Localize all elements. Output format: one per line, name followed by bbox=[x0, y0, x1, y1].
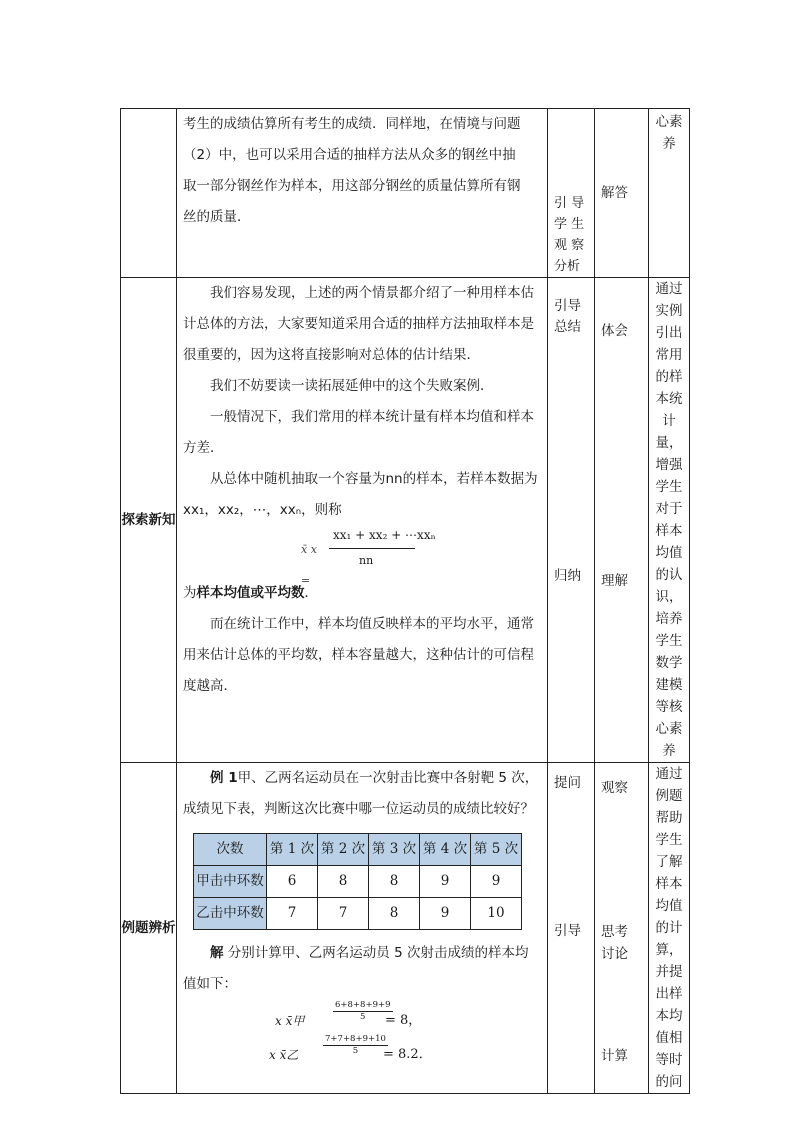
calc-fraction bbox=[323, 1034, 388, 1057]
section-explore bbox=[121, 278, 177, 763]
section-example bbox=[121, 763, 177, 1094]
score-header-cell: 第 1 次 bbox=[267, 834, 318, 866]
fraction-bar bbox=[329, 548, 415, 549]
design-intent bbox=[649, 763, 690, 1094]
table-row bbox=[121, 763, 690, 1094]
score-table-row bbox=[194, 898, 522, 930]
content-line: 取一部分钢丝作为样本，用这部分钢丝的质量估算所有钢 bbox=[183, 178, 521, 194]
calc-numerator: 6+8+8+9+9 bbox=[335, 1000, 391, 1010]
score-cell: 7 bbox=[267, 898, 318, 930]
lesson-plan-table bbox=[120, 108, 690, 1094]
formula-numerator: xx₁ + xx₂ + ⋯xxₙ bbox=[333, 528, 436, 542]
data-line: xx₁，xx₂，⋯，xxₙ，则称 bbox=[183, 502, 342, 518]
teacher-activity-text: 归纳 bbox=[554, 568, 581, 584]
score-header-cell: 第 5 次 bbox=[471, 834, 522, 866]
calc-fraction bbox=[333, 1000, 393, 1023]
score-cell: 9 bbox=[471, 866, 522, 898]
formula-denominator: nn bbox=[359, 554, 374, 567]
design-intent-text: 通过实例引出常用的样本统计量，增强学生对于样本均值的认识，培养学生数学建模等核心素养 bbox=[655, 281, 683, 759]
score-cell: 7 bbox=[318, 898, 369, 930]
calc-result: = 8.2． bbox=[383, 1047, 432, 1062]
score-table bbox=[193, 833, 522, 930]
calc-denominator: 5 bbox=[360, 1012, 366, 1022]
content-cell bbox=[177, 278, 548, 763]
score-table-row bbox=[194, 866, 522, 898]
student-activity-text: 体会 bbox=[601, 323, 628, 339]
score-cell: 9 bbox=[420, 898, 471, 930]
design-intent-text: 心素养 bbox=[655, 114, 683, 152]
mean-calc-jia bbox=[183, 1000, 541, 1034]
definition-term: 样本均值或平均数 bbox=[196, 585, 305, 601]
solution-label: 解 bbox=[210, 945, 224, 961]
paragraph: 我们不妨要读一读拓展延伸中的这个失败案例． bbox=[210, 378, 494, 394]
content-cell bbox=[177, 763, 548, 1094]
solution-paragraph: 解 分别计算甲、乙两名运动员 5 次射击成绩的样本均值如下： bbox=[183, 945, 529, 992]
definition-line: 为样本均值或平均数． bbox=[183, 585, 318, 601]
section-title: 探索新知 bbox=[121, 512, 176, 528]
content-line: （2）中，也可以采用合适的抽样方法从众多的钢丝中抽 bbox=[183, 147, 516, 163]
table-row bbox=[121, 278, 690, 763]
student-activity-text: 计算 bbox=[601, 1048, 628, 1064]
score-header-cell: 第 2 次 bbox=[318, 834, 369, 866]
design-intent bbox=[649, 278, 690, 763]
example-paragraph: 例 1甲、乙两名运动员在一次射击比赛中各射靶 5 次，成绩见下表，判断这次比赛中哪一位运动员的成绩比较好？ bbox=[183, 770, 539, 817]
score-cell: 6 bbox=[267, 866, 318, 898]
score-table-header bbox=[194, 834, 522, 866]
calc-result: = 8， bbox=[385, 1013, 422, 1028]
student-activity bbox=[595, 763, 649, 1094]
calc-lhs: x x̄乙 bbox=[269, 1048, 299, 1062]
score-cell: 8 bbox=[318, 866, 369, 898]
content-line: 丝的质量． bbox=[183, 209, 251, 225]
content-line: 考生的成绩估算所有考生的成绩．同样地，在情境与问题 bbox=[183, 116, 521, 132]
paragraph: 我们容易发现，上述的两个情景都介绍了一种用样本估计总体的方法，大家要知道采用合适的抽样方法抽取样本是很重要的，因为这将直接影响对总体的估计结果． bbox=[183, 285, 534, 363]
score-cell: 8 bbox=[369, 866, 420, 898]
section-title: 例题辨析 bbox=[121, 920, 176, 936]
score-cell: 8 bbox=[369, 898, 420, 930]
student-activity-text: 思考讨论 bbox=[601, 924, 628, 962]
student-activity bbox=[595, 278, 649, 763]
teacher-activity-text: 引 导学 生观 察分析 bbox=[554, 196, 585, 274]
score-row-label: 甲击中环数 bbox=[194, 866, 267, 898]
teacher-activity bbox=[548, 763, 595, 1094]
teacher-activity-text: 引导总结 bbox=[554, 298, 581, 335]
teacher-activity-text: 提问 bbox=[554, 775, 581, 791]
score-cell: 9 bbox=[420, 866, 471, 898]
score-header-cell: 第 3 次 bbox=[369, 834, 420, 866]
calc-denominator: 5 bbox=[352, 1046, 359, 1056]
student-activity-text: 解答 bbox=[601, 184, 628, 201]
mean-calc-yi bbox=[183, 1034, 541, 1068]
calc-lhs: x x̄甲 bbox=[275, 1014, 305, 1028]
teacher-activity bbox=[548, 278, 595, 763]
paragraph: 而在统计工作中，样本均值反映样本的平均水平，通常用来估计总体的平均数，样本容量越大，这种估计的可信程度越高． bbox=[183, 616, 534, 694]
section-cell-empty bbox=[121, 109, 177, 278]
design-intent bbox=[649, 109, 690, 278]
score-row-label: 乙击中环数 bbox=[194, 898, 267, 930]
score-header-cell: 次数 bbox=[194, 834, 267, 866]
sample-mean-formula bbox=[183, 526, 541, 587]
table-row bbox=[121, 109, 690, 278]
content-cell bbox=[177, 109, 548, 278]
student-activity-text: 观察 bbox=[601, 780, 628, 796]
paragraph: 一般情况下，我们常用的样本统计量有样本均值和样本方差． bbox=[183, 409, 534, 456]
student-activity-text: 理解 bbox=[601, 573, 628, 589]
score-header-cell: 第 4 次 bbox=[420, 834, 471, 866]
paragraph: 从总体中随机抽取一个容量为nn的样本，若样本数据为 bbox=[210, 471, 538, 487]
formula-lhs: x̄ x = bbox=[301, 543, 317, 587]
teacher-activity bbox=[548, 109, 595, 278]
calc-numerator: 7+7+8+9+10 bbox=[325, 1034, 386, 1044]
design-intent-text: 通过例题帮助学生了解样本均值的计算，并提出样本均值相等时的问 bbox=[655, 766, 683, 1090]
student-activity bbox=[595, 109, 649, 278]
score-cell: 10 bbox=[471, 898, 522, 930]
example-label: 例 1 bbox=[210, 770, 238, 786]
teacher-activity-text: 引导 bbox=[554, 923, 581, 939]
